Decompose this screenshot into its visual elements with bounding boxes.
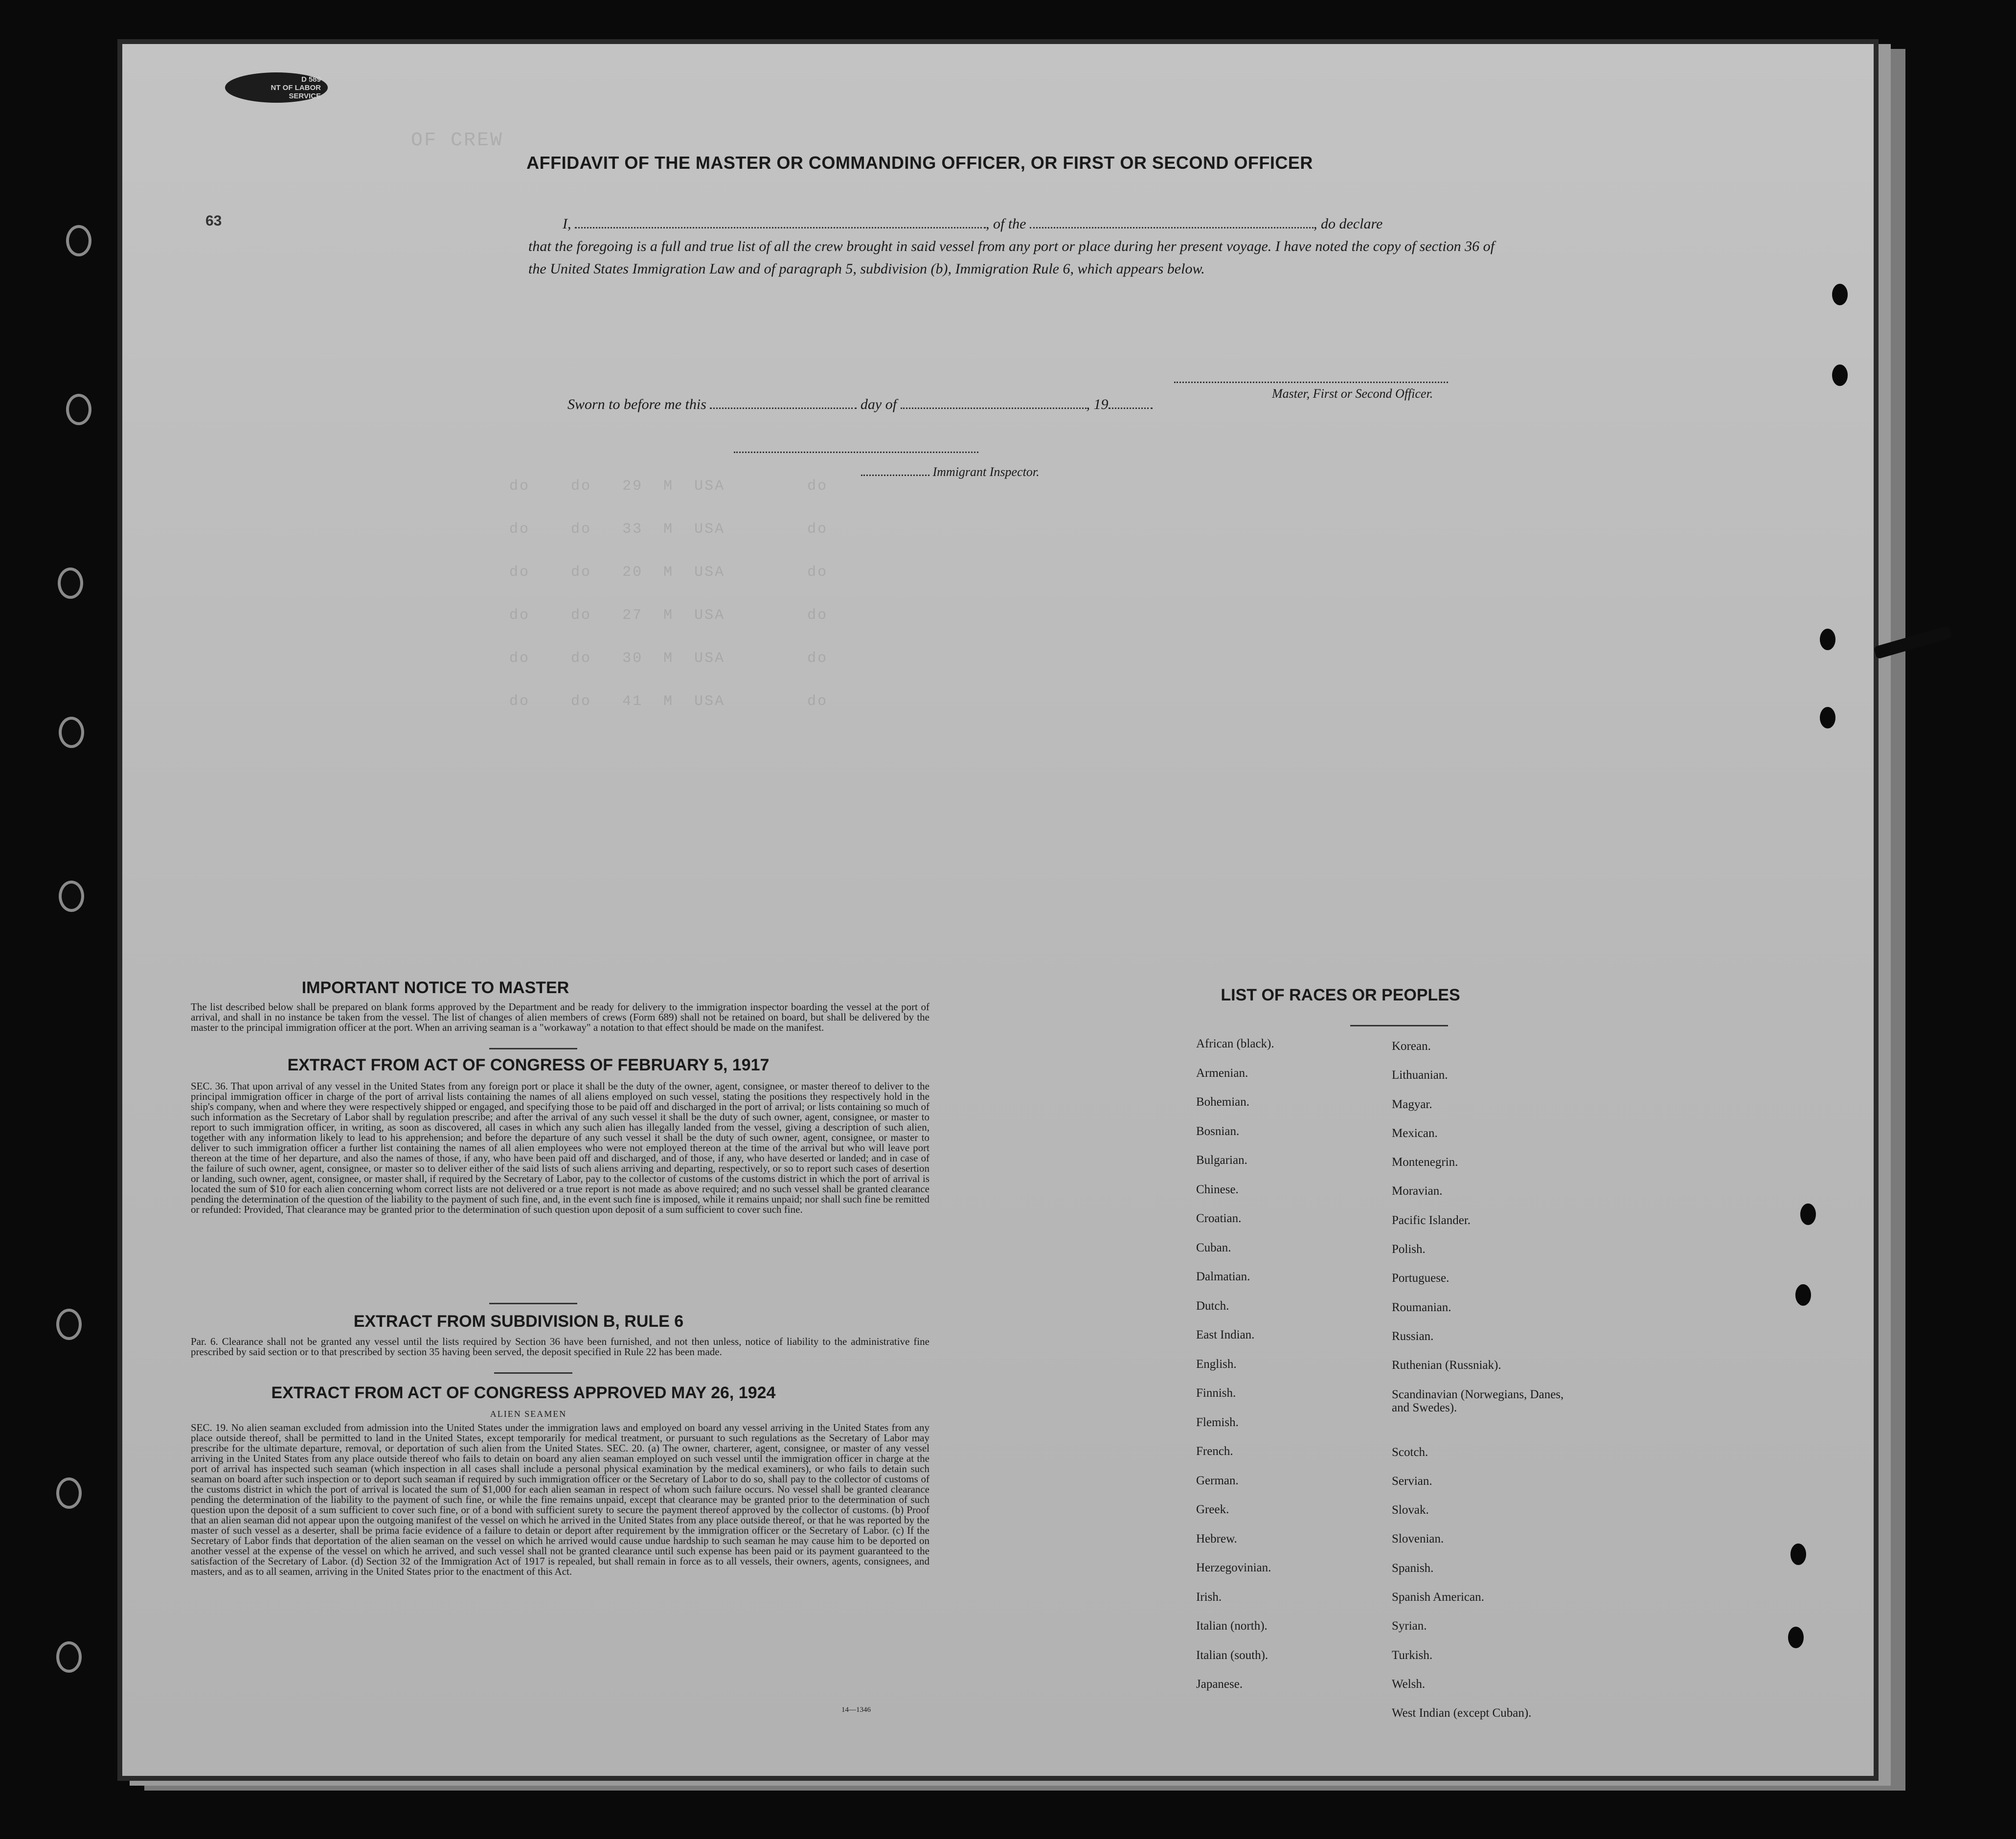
divider (489, 1048, 577, 1049)
list-item: Welsh. (1392, 1677, 1426, 1691)
inspector-line (861, 465, 1040, 479)
list-item: German. (1196, 1474, 1239, 1487)
name-blank (575, 217, 986, 228)
ghost-header-text: OF CREW (411, 130, 504, 152)
list-item: Bosnian. (1196, 1124, 1240, 1138)
binder-hole-icon (56, 1641, 82, 1673)
list-item: Russian. (1392, 1329, 1434, 1343)
sworn-line (567, 396, 1153, 413)
list-item: Scotch. (1392, 1445, 1428, 1459)
document-page (122, 44, 1874, 1776)
punch-hole-icon (1790, 1544, 1806, 1565)
divider (489, 1303, 577, 1304)
list-item: Lithuanian. (1392, 1068, 1448, 1082)
do-declare-label: , do declare (1314, 216, 1383, 232)
binder-hole-icon (56, 1477, 82, 1509)
punch-hole-icon (1832, 364, 1848, 386)
list-item: Dalmatian. (1196, 1270, 1250, 1283)
list-item: Armenian. (1196, 1066, 1248, 1080)
list-item: Polish. (1392, 1243, 1426, 1256)
list-item: Montenegrin. (1392, 1156, 1458, 1169)
list-item: Portuguese. (1392, 1271, 1450, 1285)
marker-stroke (1874, 625, 1952, 659)
list-item: Roumanian. (1392, 1300, 1451, 1314)
form-code: 14—1346 (841, 1706, 871, 1714)
extract-1924-subtitle: ALIEN SEAMEN (490, 1409, 567, 1419)
list-item: Spanish. (1392, 1561, 1434, 1575)
day-of-label: day of (860, 396, 897, 412)
binder-hole-icon (66, 394, 91, 425)
list-item: Finnish. (1196, 1386, 1236, 1400)
sworn-year-blank (1109, 398, 1153, 409)
ghost-manifest-rows: do do 29 M USA do do do 33 M USA do do do 20 M USA do do do 27 M USA do do do 30 M USA do do do 41 M USA do (509, 478, 828, 710)
affidavit-body: that the foregoing is a full and true list of all the crew brought in said vessel from any port or place during her present voyage. I have noted the copy of section 36 of the United States Immigration Law and of paragraph 5, subdivision (b), Immigration Rule 6, which appears below. (528, 238, 1495, 277)
extract-1917-text: SEC. 36. That upon arrival of any vessel in the United States from any foreign port or place it shall be the duty of the owner, agent, consignee, or master thereof to deliver to the principal immigration officer in charge of the port of arrival lists containing the names of all aliens employed on such vessel, stating the positions they respectively hold in the ship's company, when and where they were respectively shipped or engaged, and specifying those to be paid off and discharged in the port of arrival; or lists containing so much of such information as the Secretary of Labor shall by regulation prescribe; and after the arrival of any such vessel it shall be the duty of such owner, agent, consignee, or master to report to such immigration officer, in writing, as soon as discovered, all cases in which any such alien has illegally landed from the vessel, giving a description of such alien, together with any information likely to lead to his apprehension; and before the departure of any such vessel it shall be the duty of such owner, agent, consignee, or master to deliver to such immigration officer a further list containing the names of all alien employees who were not employed thereon at the time of the arrival but who will leave port thereon at the time of her departure, and also the names of those, if any, who have been paid off and discharged, and of those, if any, who have deserted or landed; and in case of the failure of such owner, agent, consignee, or master so to deliver either of the said lists of such aliens arriving and departing, respectively, or so to report such cases of desertion or landing, such owner, agent, consignee, or master shall, if required by the Secretary of Labor, pay to the collector of customs of the customs district in which the port of arrival is located the sum of $10 for each alien concerning whom correct lists are not delivered or a true report is not made as above required; and no such vessel shall be granted clearance pending the determination of the question of the liability to the payment of such fine, and, in the event such fine is imposed, while it remains unpaid; nor shall such fine be remitted or refunded: Provided, That clearance may be granted prior to the determination of such question upon deposit of a sum sufficient to cover such fine. (191, 1080, 929, 1215)
list-item: French. (1196, 1445, 1233, 1458)
list-item: African (black). (1196, 1037, 1274, 1050)
list-item: Spanish American. (1392, 1590, 1484, 1604)
extract-1924-title: EXTRACT FROM ACT OF CONGRESS APPROVED MAY 26, 1924 (271, 1384, 776, 1402)
binder-hole-icon (59, 717, 84, 748)
list-item: Cuban. (1196, 1241, 1231, 1254)
list-item: Greek. (1196, 1503, 1229, 1516)
list-item: Moravian. (1392, 1184, 1443, 1198)
extract-1924-text: SEC. 19. No alien seaman excluded from admission into the United States under the immigration laws and employed on board any vessel arriving in the United States from any place outside thereof, shall be permitted to land in the United States, except temporarily for medical treatment, or pursuant to such regulations as the Secretary of Labor may prescribe for the ultimate departure, removal, or deportation of such alien from the United States. SEC. 20. (a) The owner, charterer, agent, consignee, or master of any vessel arriving in the United States from any place outside thereof who fails to detain on board any alien seaman employed on such vessel until the immigration officer in charge at the port of arrival has inspected such seaman (which inspection in all cases shall include a personal physical examination by the medical examiners), or who fails to detain such seaman on board after such inspection or to deport such seaman if required by such immigration officer or the Secretary of Labor to do so, shall pay to the collector of customs of the customs district in which the port of arrival is located the sum of $1,000 for each alien seaman in respect of whom such failure occurs. No vessel shall be granted clearance pending the determination of the liability to the payment of such fine, or while the fine remains unpaid, except that clearance may be granted prior to the determination of such question upon the deposit of a sum sufficient to cover such fine, or of a bond with sufficient surety to secure the payment thereof approved by the collector of customs. (b) Proof that an alien seaman did not appear upon the outgoing manifest of the vessel on which he arrived in the United States from any place outside thereof, or that he was reported by the master of such vessel as a deserter, shall be prima facie evidence of a failure to detain or deport after requirement by the immigration officer or the Secretary of Labor. (c) If the Secretary of Labor finds that deportation of the alien seaman on the vessel on which he arrived would cause undue hardship to such seaman he may cause him to be deported on another vessel at the expense of the vessel on which he arrived, and such vessel shall not be granted clearance until such expense has been paid or its payment guaranteed to the satisfaction of the Secretary of Labor. (d) Section 32 of the Immigration Act of 1917 is repealed, but shall remain in force as to all vessels, their owners, agents, consignees, and masters, and as to all seamen, arriving in the United States prior to the enactment of this Act. (191, 1422, 929, 1577)
list-item: Italian (south). (1196, 1648, 1268, 1662)
punch-hole-icon (1832, 284, 1848, 305)
races-title: LIST OF RACES OR PEOPLES (1221, 986, 1460, 1004)
list-item: Hebrew. (1196, 1532, 1237, 1545)
punch-hole-icon (1788, 1627, 1804, 1648)
list-item: Chinese. (1196, 1182, 1239, 1196)
vessel-blank (1030, 217, 1314, 228)
list-item: Magyar. (1392, 1097, 1432, 1111)
sworn-day-blank (710, 398, 857, 409)
master-signature-line (1174, 382, 1448, 383)
list-item: Ruthenian (Russniak). (1392, 1359, 1501, 1372)
list-item: Slovak. (1392, 1503, 1429, 1517)
inspector-label: Immigrant Inspector. (932, 465, 1040, 479)
list-item: West Indian (except Cuban). (1392, 1706, 1532, 1720)
punch-hole-icon (1820, 629, 1835, 650)
sworn-month-blank (901, 398, 1087, 409)
list-item: Croatian. (1196, 1212, 1242, 1225)
extract-rule6-title: EXTRACT FROM SUBDIVISION B, RULE 6 (353, 1312, 684, 1331)
punch-hole-icon (1800, 1203, 1816, 1225)
list-item: Dutch. (1196, 1299, 1229, 1313)
list-item: Slovenian. (1392, 1532, 1444, 1546)
punch-hole-icon (1820, 707, 1835, 728)
extract-1917-title: EXTRACT FROM ACT OF CONGRESS OF FEBRUARY 5, 1917 (287, 1056, 770, 1074)
binder-hole-icon (58, 568, 83, 599)
races-left-column (1196, 1037, 1274, 1707)
list-item: Mexican. (1392, 1126, 1438, 1140)
i-label: I, (563, 216, 571, 232)
binder-hole-icon (59, 881, 84, 912)
list-item: Herzegovinian. (1196, 1561, 1271, 1574)
list-item: East Indian. (1196, 1328, 1255, 1341)
department-of-labor-stamp: D 589 NT OF LABOR SERVICE (225, 72, 328, 103)
list-item: Japanese. (1196, 1678, 1243, 1691)
affidavit-declaration (528, 213, 1502, 280)
sworn-label: Sworn to before me this (567, 396, 706, 412)
page-number: 63 (205, 213, 222, 229)
list-item: Pacific Islander. (1392, 1213, 1471, 1227)
affidavit-title: AFFIDAVIT OF THE MASTER OR COMMANDING OFFICER, OR FIRST OR SECOND OFFICER (526, 153, 1313, 173)
list-item: Italian (north). (1196, 1619, 1268, 1633)
of-the-label: , of the (986, 216, 1026, 232)
list-item: English. (1196, 1357, 1237, 1371)
list-item: Flemish. (1196, 1415, 1239, 1429)
notice-title: IMPORTANT NOTICE TO MASTER (301, 978, 569, 997)
list-item: Korean. (1392, 1040, 1431, 1053)
list-item: Servian. (1392, 1474, 1432, 1488)
punch-hole-icon (1795, 1284, 1811, 1306)
inspector-signature-line (734, 452, 978, 453)
binder-hole-icon (56, 1309, 82, 1340)
year-label: , 19 (1086, 396, 1109, 412)
binder-hole-icon (66, 225, 91, 256)
list-item: Turkish. (1392, 1648, 1433, 1662)
divider (494, 1372, 572, 1374)
extract-rule6-text: Par. 6. Clearance shall not be granted any vessel until the lists required by Section 36 have been furnished, and not then unless, notice of liability to the administrative fine prescribed by said section or to that prescribed by section 35 having been served, the deposit specified in Rule 22 has been made. (191, 1336, 929, 1358)
races-right-column (1392, 1040, 1578, 1736)
list-item: Syrian. (1392, 1619, 1427, 1633)
list-item: Bulgarian. (1196, 1154, 1247, 1167)
master-label: Master, First or Second Officer. (1272, 386, 1433, 401)
divider (1350, 1025, 1448, 1026)
list-item: Scandinavian (Norwegians, Danes, and Swedes). (1392, 1387, 1564, 1414)
list-item: Bohemian. (1196, 1095, 1250, 1109)
notice-text: The list described below shall be prepared on blank forms approved by the Department and be ready for delivery to the immigration inspector boarding the vessel at the port of arrival, and shall in no instance be taken from the vessel. The list of changes of alien members of crews (Form 689) shall not be retained on board, but shall be delivered by the master to the principal immigration officer at the port. When an arriving seaman is a "workaway" a notation to that effect should be made on the manifest. (191, 1001, 929, 1033)
list-item: Irish. (1196, 1590, 1222, 1604)
